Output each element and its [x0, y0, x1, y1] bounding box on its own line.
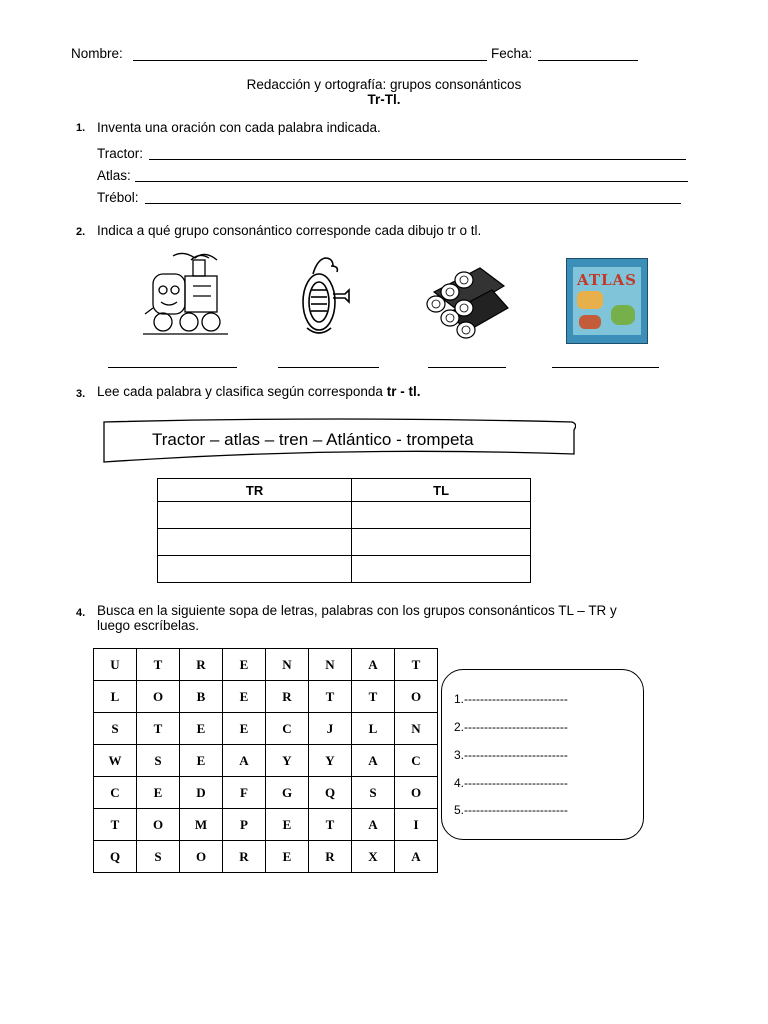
date-field[interactable] [538, 60, 638, 61]
grid-letter[interactable]: J [309, 713, 352, 745]
grid-letter[interactable]: X [352, 841, 395, 873]
q1-answer-line-2[interactable] [135, 181, 688, 182]
grid-row [94, 841, 438, 873]
grid-letter[interactable]: R [180, 649, 223, 681]
grid-letter[interactable]: N [309, 649, 352, 681]
grid-letter[interactable]: B [180, 681, 223, 713]
word-list: Tractor – atlas – tren – Atlántico - trompeta [152, 430, 474, 449]
grid-row [94, 649, 438, 681]
logs-drawing [420, 262, 512, 340]
grid-letter[interactable]: S [352, 777, 395, 809]
grid-letter[interactable]: P [223, 809, 266, 841]
grid-letter[interactable]: E [180, 713, 223, 745]
grid-letter[interactable]: T [309, 809, 352, 841]
grid-letter[interactable]: S [137, 841, 180, 873]
table-cell[interactable] [352, 529, 531, 556]
grid-letter[interactable]: O [137, 681, 180, 713]
grid-letter[interactable]: E [180, 745, 223, 777]
q2-number: 2. [76, 226, 86, 238]
trumpet-drawing [293, 254, 363, 340]
q2-answer-line-4[interactable] [552, 367, 659, 368]
table-cell[interactable] [158, 529, 352, 556]
page-title: Redacción y ortografía: grupos consonánticos [246, 77, 522, 92]
q1-word-trebol: Trébol: [97, 190, 139, 205]
q3-prompt [97, 384, 420, 400]
q1-answer-line-1[interactable] [149, 159, 686, 160]
q1-number: 1. [76, 122, 86, 134]
answer-line-5[interactable]: 5.-------------------------- [454, 803, 568, 817]
q1-word-tractor: Tractor: [97, 146, 144, 161]
q2-answer-line-1[interactable] [108, 367, 237, 368]
grid-letter[interactable]: O [395, 777, 438, 809]
atlas-book-cover [566, 258, 648, 344]
q1-word-atlas: Atlas: [97, 168, 131, 183]
grid-letter[interactable]: U [94, 649, 137, 681]
grid-row [94, 809, 438, 841]
grid-letter[interactable]: T [137, 713, 180, 745]
grid-letter[interactable]: L [94, 681, 137, 713]
q2-prompt: Indica a qué grupo consonántico corresponde cada dibujo tr o tl. [97, 223, 482, 238]
table-header-tr: TR [158, 479, 352, 502]
answer-line-2[interactable]: 2.-------------------------- [454, 720, 568, 734]
grid-letter[interactable]: T [94, 809, 137, 841]
grid-letter[interactable]: L [352, 713, 395, 745]
grid-letter[interactable]: R [266, 681, 309, 713]
page-subtitle: Tr-Tl. [367, 92, 401, 107]
grid-letter[interactable]: Q [309, 777, 352, 809]
grid-letter[interactable]: Y [309, 745, 352, 777]
grid-letter[interactable]: E [223, 713, 266, 745]
date-label: Fecha: [491, 46, 533, 61]
q4-prompt-line-1: Busca en la siguiente sopa de letras, palabras con los grupos consonánticos TL – TR y [97, 603, 617, 618]
q4-number: 4. [76, 607, 86, 619]
q3-prompt-text: Lee cada palabra y clasifica según corresponda [97, 384, 383, 399]
grid-letter[interactable]: Q [94, 841, 137, 873]
grid-letter[interactable]: I [395, 809, 438, 841]
grid-letter[interactable]: Y [266, 745, 309, 777]
grid-letter[interactable]: D [180, 777, 223, 809]
q4-prompt-line-2: luego escríbelas. [97, 618, 200, 633]
grid-letter[interactable]: O [180, 841, 223, 873]
grid-letter[interactable]: E [266, 841, 309, 873]
grid-letter[interactable]: E [223, 649, 266, 681]
answers-box [441, 669, 644, 840]
grid-letter[interactable]: O [395, 681, 438, 713]
grid-row [94, 745, 438, 777]
word-search-grid [93, 648, 438, 873]
table-header-tl: TL [352, 479, 531, 502]
grid-letter[interactable]: A [223, 745, 266, 777]
grid-letter[interactable]: N [395, 713, 438, 745]
grid-letter[interactable]: F [223, 777, 266, 809]
classification-table [157, 478, 531, 583]
q3-number: 3. [76, 388, 86, 400]
grid-letter[interactable]: R [223, 841, 266, 873]
grid-letter[interactable]: C [395, 745, 438, 777]
grid-letter[interactable]: W [94, 745, 137, 777]
grid-letter[interactable]: T [395, 649, 438, 681]
grid-letter[interactable]: A [352, 649, 395, 681]
grid-letter[interactable]: E [266, 809, 309, 841]
word-scroll-box [102, 418, 576, 464]
grid-letter[interactable]: R [309, 841, 352, 873]
table-cell[interactable] [158, 502, 352, 529]
grid-letter[interactable]: M [180, 809, 223, 841]
table-cell[interactable] [352, 556, 531, 583]
grid-row [94, 777, 438, 809]
answer-line-3[interactable]: 3.-------------------------- [454, 748, 568, 762]
grid-letter[interactable]: O [137, 809, 180, 841]
grid-letter[interactable]: T [137, 649, 180, 681]
q1-answer-line-3[interactable] [145, 203, 681, 204]
answer-line-4[interactable]: 4.-------------------------- [454, 776, 568, 790]
grid-letter[interactable]: A [395, 841, 438, 873]
q3-prompt-bold: tr - tl. [386, 384, 421, 399]
table-cell[interactable] [158, 556, 352, 583]
atlas-cover-title: ATLAS [577, 271, 637, 289]
train-drawing [133, 252, 233, 342]
grid-letter[interactable]: E [137, 777, 180, 809]
grid-letter[interactable]: T [352, 681, 395, 713]
grid-letter[interactable]: S [94, 713, 137, 745]
grid-letter[interactable]: A [352, 809, 395, 841]
table-cell[interactable] [352, 502, 531, 529]
answer-line-1[interactable]: 1.-------------------------- [454, 692, 568, 706]
grid-letter[interactable]: T [309, 681, 352, 713]
grid-letter[interactable]: C [94, 777, 137, 809]
grid-letter[interactable]: C [266, 713, 309, 745]
q2-answer-line-2[interactable] [278, 367, 379, 368]
q1-prompt: Inventa una oración con cada palabra indicada. [97, 120, 381, 135]
grid-row [94, 681, 438, 713]
grid-letter[interactable]: S [137, 745, 180, 777]
grid-letter[interactable]: G [266, 777, 309, 809]
q2-answer-line-3[interactable] [428, 367, 506, 368]
name-field[interactable] [133, 60, 487, 61]
grid-letter[interactable]: N [266, 649, 309, 681]
name-label: Nombre: [71, 46, 123, 61]
grid-letter[interactable]: E [223, 681, 266, 713]
grid-row [94, 713, 438, 745]
grid-letter[interactable]: A [352, 745, 395, 777]
